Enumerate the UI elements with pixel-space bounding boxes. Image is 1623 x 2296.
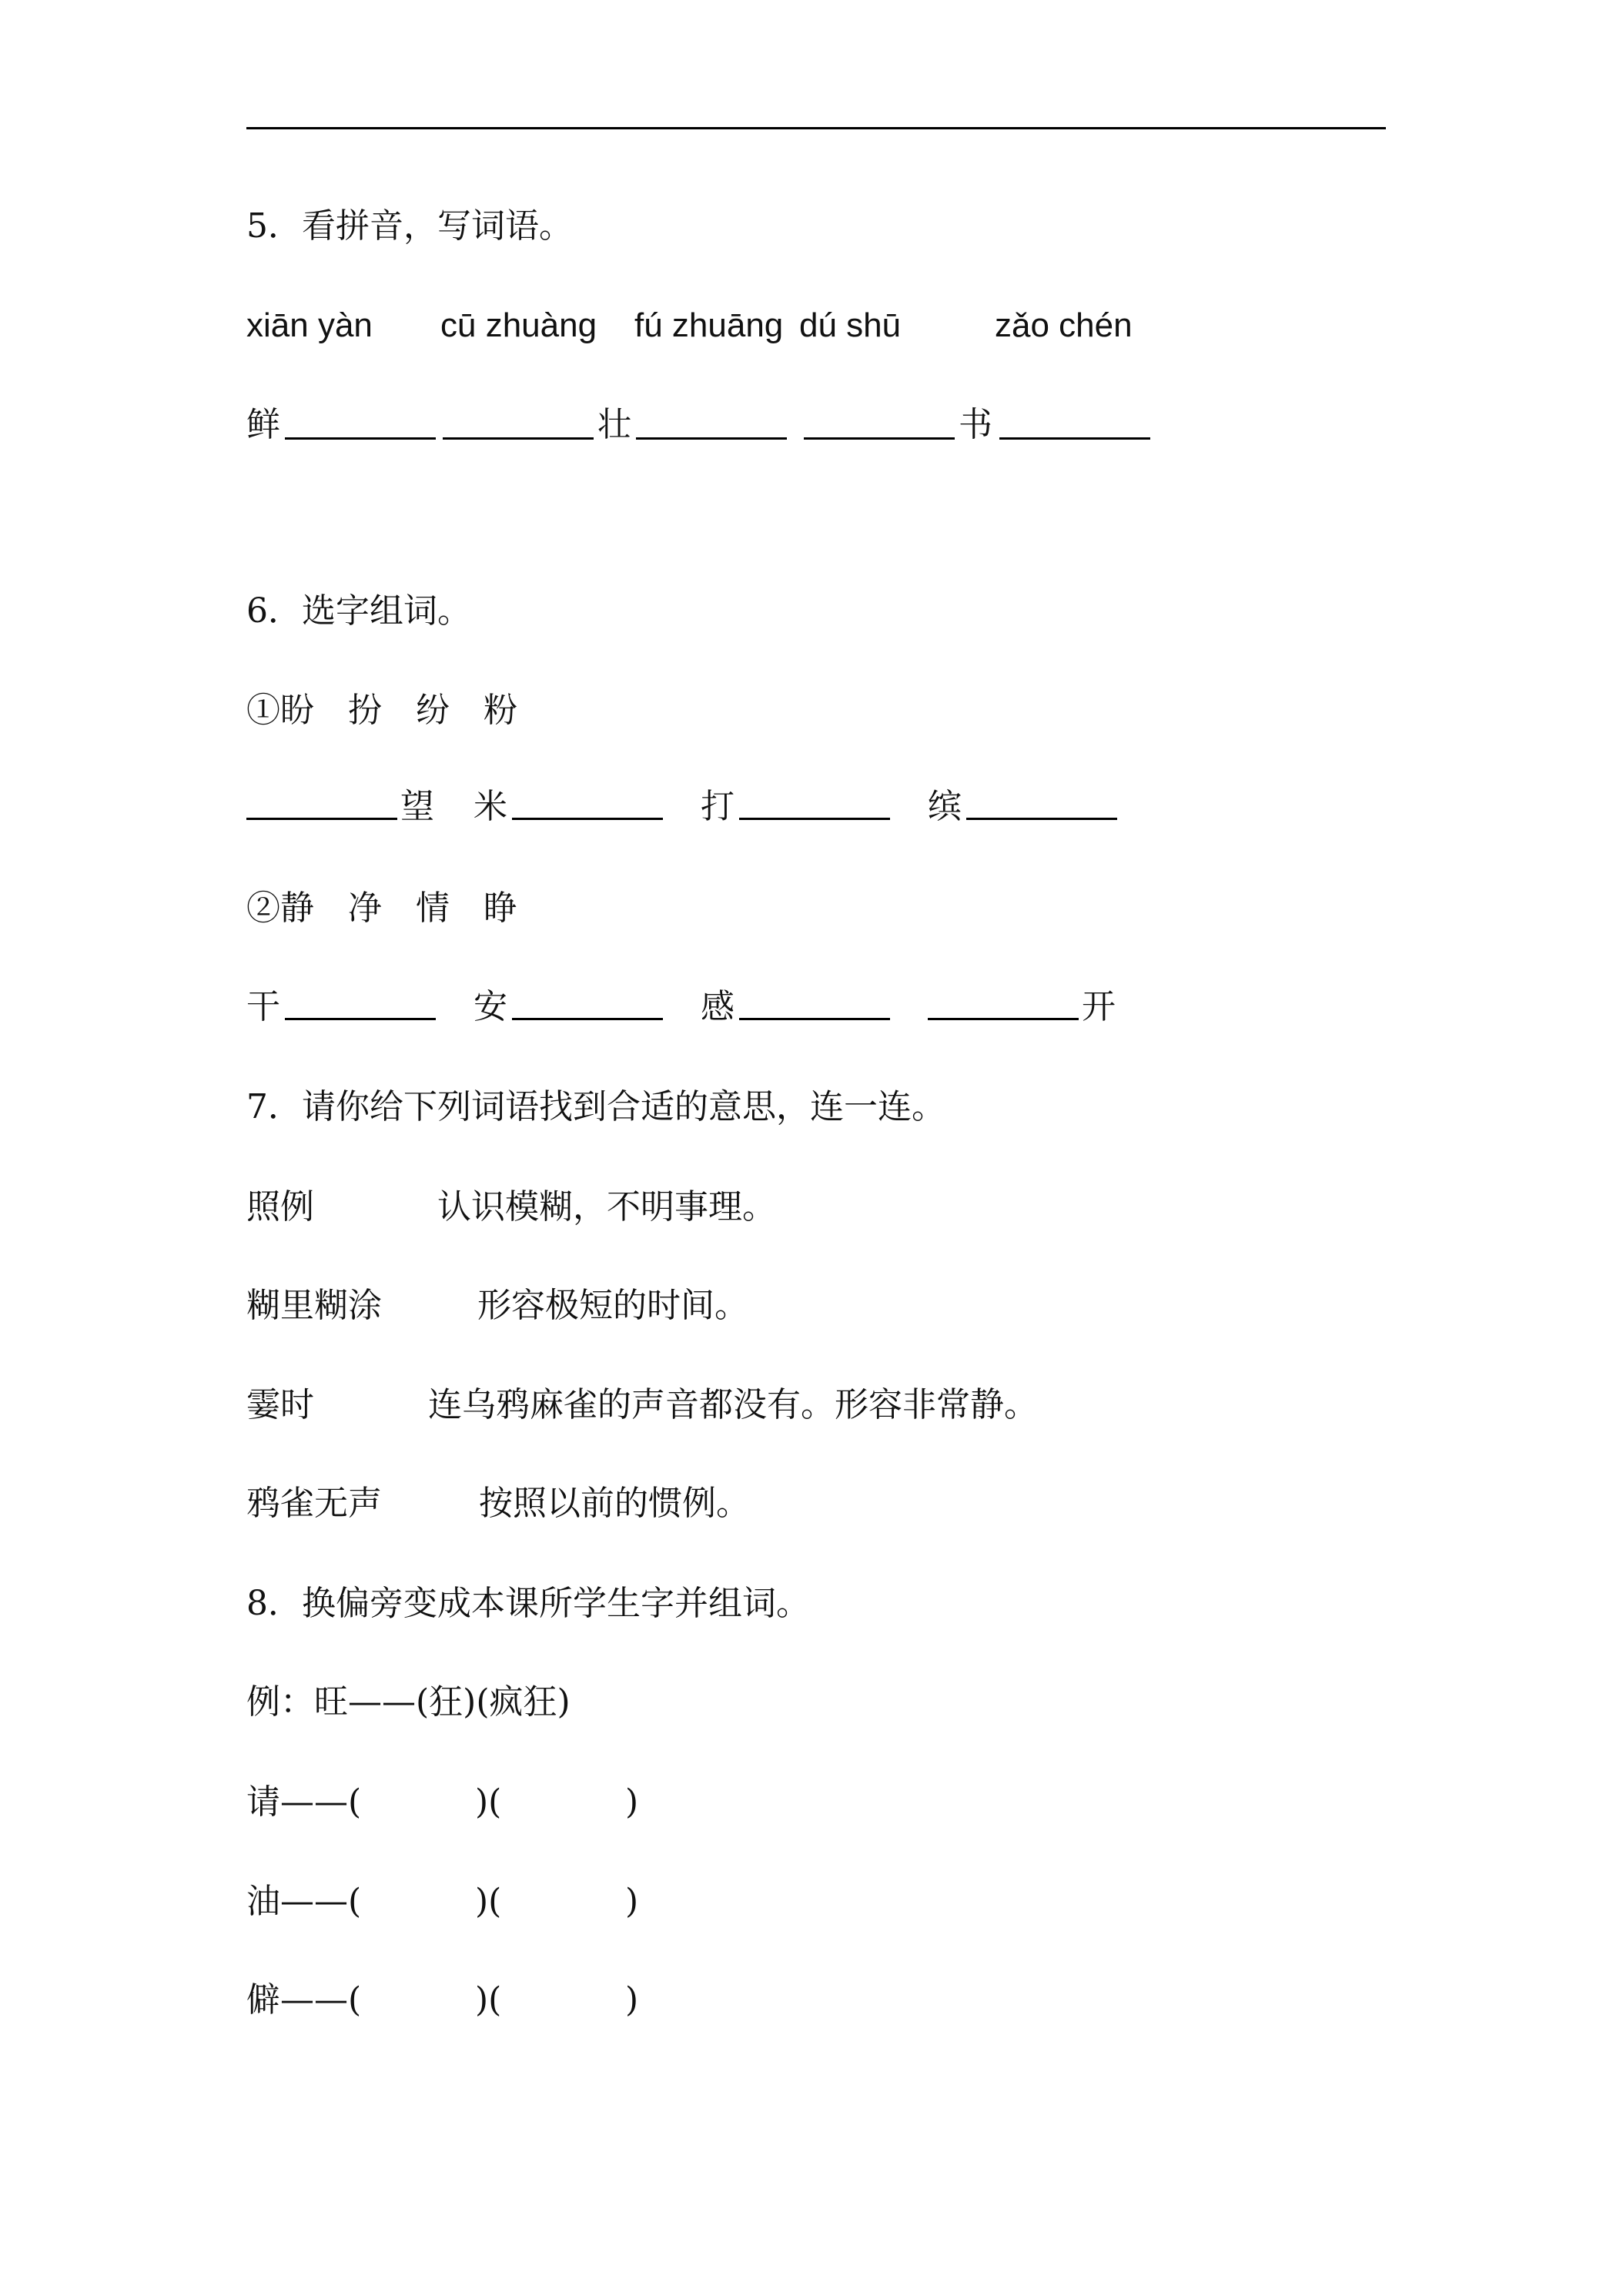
q6-group1-label: ①盼 扮 纷 粉 <box>246 691 517 730</box>
q6-g1-word-mi: 米 <box>474 787 507 826</box>
q7-title: 7．请你给下列词语找到合适的意思，连一连。 <box>246 1087 945 1126</box>
q8-item-1-end: ) <box>625 1782 639 1822</box>
q6-g1-blank-1[interactable] <box>246 787 397 820</box>
q5-blank-3[interactable] <box>636 407 787 440</box>
q6-g2-word-gan: 干 <box>246 987 280 1026</box>
q6-g2-word-an: 安 <box>474 987 507 1026</box>
q7-meaning-4[interactable]: 按照以前的惯例。 <box>479 1484 750 1523</box>
q6-g1-word-da: 打 <box>701 787 735 826</box>
q7-meaning-2[interactable]: 形容极短的时间。 <box>477 1286 748 1325</box>
q8-item-2-prefix: 油——( <box>246 1882 362 1921</box>
q5-blank-2[interactable] <box>443 407 594 440</box>
q5-title: 5．看拼音，写词语。 <box>246 206 573 246</box>
q8-example: 例：旺——(狂)(疯狂) <box>246 1682 571 1722</box>
q8-item-3-end: ) <box>625 1980 639 2020</box>
q7-word-2[interactable]: 糊里糊涂 <box>246 1286 382 1325</box>
pinyin-zaochen: zǎo chén <box>995 306 1133 344</box>
q8-item-3-prefix: 僻——( <box>246 1980 362 2020</box>
q6-g2-blank-4[interactable] <box>928 987 1079 1020</box>
q6-g2-blank-3[interactable] <box>739 987 890 1020</box>
q6-g1-blank-2[interactable] <box>512 787 663 820</box>
pinyin-cuzhuang: cū zhuàng <box>440 306 597 344</box>
q5-blank-1[interactable] <box>285 407 436 440</box>
q6-g1-word-wang: 望 <box>400 787 434 826</box>
q6-g2-word-gan2: 感 <box>701 987 735 1026</box>
q6-group2-label: ②静 净 情 睁 <box>246 889 517 928</box>
q6-title: 6．选字组词。 <box>246 591 471 631</box>
q6-g1-blank-3[interactable] <box>739 787 890 820</box>
q5-blank-5[interactable] <box>999 407 1150 440</box>
q8-title: 8．换偏旁变成本课所学生字并组词。 <box>246 1584 810 1623</box>
q8-item-1-prefix: 请——( <box>246 1782 362 1822</box>
q6-g1-word-bin: 缤 <box>928 787 962 826</box>
q6-g2-word-kai: 开 <box>1082 987 1116 1026</box>
q5-char-zhuang: 壮 <box>597 405 631 444</box>
q7-word-3[interactable]: 霎时 <box>246 1385 314 1424</box>
q6-g2-blank-1[interactable] <box>285 987 436 1020</box>
q8-item-1-mid: )( <box>475 1782 502 1822</box>
q8-item-2-end: ) <box>625 1882 639 1921</box>
top-rule <box>246 127 1386 129</box>
pinyin-fuzhuang: fú zhuāng <box>634 306 784 344</box>
q8-item-3-mid: )( <box>475 1980 502 2020</box>
q6-g1-blank-4[interactable] <box>966 787 1117 820</box>
q6-g2-blank-2[interactable] <box>512 987 663 1020</box>
q7-meaning-1[interactable]: 认识模糊，不明事理。 <box>437 1187 776 1227</box>
pinyin-dushu: dú shū <box>799 306 902 344</box>
q5-char-shu: 书 <box>959 405 992 444</box>
q7-word-1[interactable]: 照例 <box>246 1187 314 1227</box>
q7-meaning-3[interactable]: 连乌鸦麻雀的声音都没有。形容非常静。 <box>428 1385 1038 1424</box>
q7-word-4[interactable]: 鸦雀无声 <box>246 1484 382 1523</box>
q8-item-2-mid: )( <box>475 1882 502 1921</box>
q5-blank-4[interactable] <box>804 407 955 440</box>
q5-char-xian: 鲜 <box>246 405 280 444</box>
pinyin-xianyan: xiān yàn <box>246 306 373 344</box>
